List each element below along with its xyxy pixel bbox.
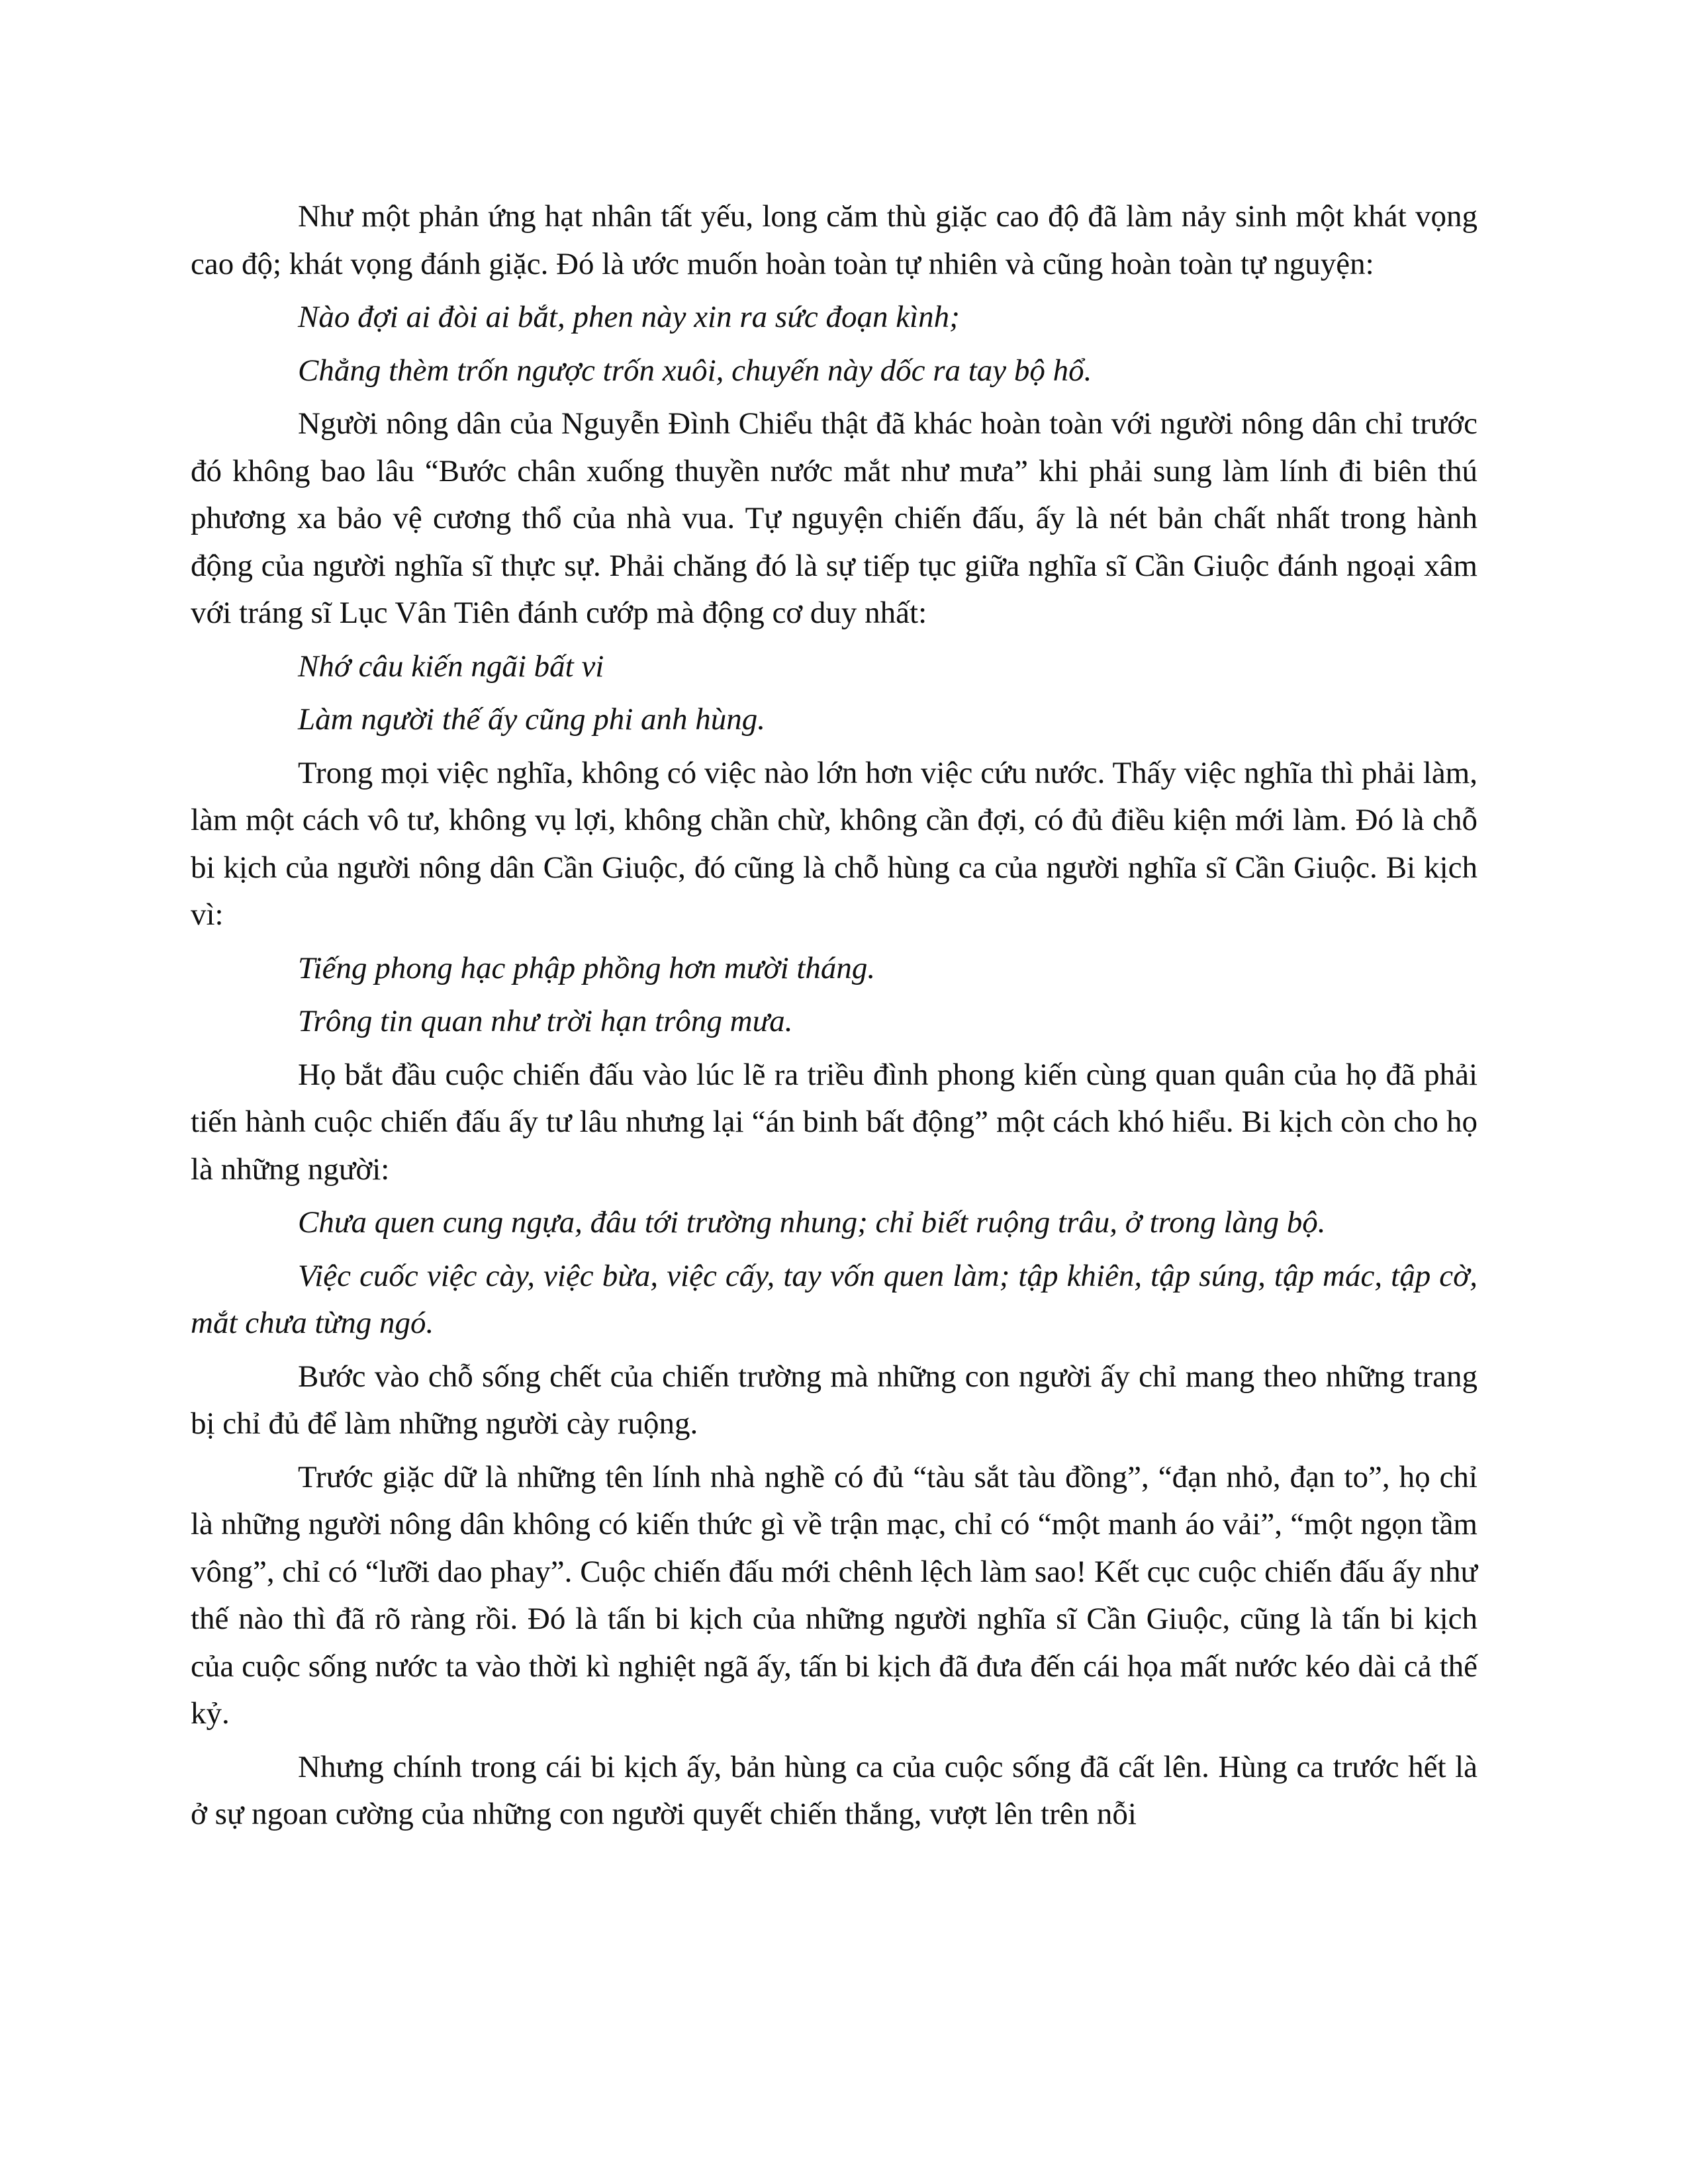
paragraph-5: Bước vào chỗ sống chết của chiến trường mà những con người ấy chỉ mang theo những trang bị chỉ đủ để làm những người cày ruộng. bbox=[191, 1359, 1477, 1441]
paragraph-7: Nhưng chính trong cái bi kịch ấy, bản hùng ca của cuộc sống đã cất lên. Hùng ca trước hết là ở sự ngoan cường của những con người quyết chiến thắng, vượt lên trên nỗi bbox=[191, 1749, 1477, 1831]
paragraph-2: Người nông dân của Nguyễn Đình Chiểu thật đã khác hoàn toàn với người nông dân chỉ trước đó không bao lâu “Bước chân xuống thuyền nước mắt như mưa” khi phải sung làm lính đi biên thú phương xa bảo vệ cương thổ của nhà vua. Tự nguyện chiến đấu, ấy là nét bản chất nhất trong hành động của người nghĩa sĩ thực sự. Phải chăng đó là sự tiếp tục giữa nghĩa sĩ Cần Giuộc đánh ngoại xâm với tráng sĩ Lục Vân Tiên đánh cướp mà động cơ duy nhất: bbox=[191, 406, 1477, 630]
verse-line-5: Tiếng phong hạc phập phồng hơn mười tháng. bbox=[298, 950, 876, 985]
paragraph-6: Trước giặc dữ là những tên lính nhà nghề có đủ “tàu sắt tàu đồng”, “đạn nhỏ, đạn to”, họ chỉ là những người nông dân không có kiến thức gì về trận mạc, chỉ có “một manh áo vải”, “một ngọn tầm vông”, chỉ có “lưỡi dao phay”. Cuộc chiến đấu mới chênh lệch làm sao! Kết cục cuộc chiến đấu ấy như thế nào thì đã rõ ràng rồi. Đó là tấn bi kịch của những người nghĩa sĩ Cần Giuộc, cũng là tấn bi kịch của cuộc sống nước ta vào thời kì nghiệt ngã ấy, tấn bi kịch đã đưa đến cái họa mất nước kéo dài cả thế kỷ. bbox=[191, 1459, 1477, 1731]
paragraph-4: Họ bắt đầu cuộc chiến đấu vào lúc lẽ ra triều đình phong kiến cùng quan quân của họ đã phải tiến hành cuộc chiến đấu ấy tư lâu nhưng lại “án binh bất động” một cách khó hiểu. Bi kịch còn cho họ là những người: bbox=[191, 1057, 1477, 1187]
document-page bbox=[191, 193, 1477, 1844]
verse-line-1: Nào đợi ai đòi ai bắt, phen này xin ra sức đoạn kình; bbox=[298, 300, 960, 334]
verse-line-8: Việc cuốc việc cày, việc bừa, việc cấy, tay vốn quen làm; tập khiên, tập súng, tập mác, tập cờ, mắt chưa từng ngó. bbox=[191, 1258, 1477, 1340]
verse-line-7: Chưa quen cung ngựa, đâu tới trường nhung; chỉ biết ruộng trâu, ở trong làng bộ. bbox=[298, 1205, 1326, 1240]
paragraph-1: Như một phản ứng hạt nhân tất yếu, long căm thù giặc cao độ đã làm nảy sinh một khát vọng cao độ; khát vọng đánh giặc. Đó là ước muốn hoàn toàn tự nhiên và cũng hoàn toàn tự nguyện: bbox=[191, 199, 1477, 281]
verse-line-3: Nhớ câu kiến ngãi bất vi bbox=[298, 649, 604, 684]
verse-line-4: Làm người thế ấy cũng phi anh hùng. bbox=[298, 702, 766, 737]
verse-line-2: Chẳng thèm trốn ngược trốn xuôi, chuyến này dốc ra tay bộ hổ. bbox=[298, 353, 1092, 388]
paragraph-3: Trong mọi việc nghĩa, không có việc nào lớn hơn việc cứu nước. Thấy việc nghĩa thì phải làm, làm một cách vô tư, không vụ lợi, không chần chừ, không cần đợi, có đủ điều kiện mới làm. Đó là chỗ bi kịch của người nông dân Cần Giuộc, đó cũng là chỗ hùng ca của người nghĩa sĩ Cần Giuộc. Bi kịch vì: bbox=[191, 755, 1477, 932]
verse-line-6: Trông tin quan như trời hạn trông mưa. bbox=[298, 1004, 793, 1038]
